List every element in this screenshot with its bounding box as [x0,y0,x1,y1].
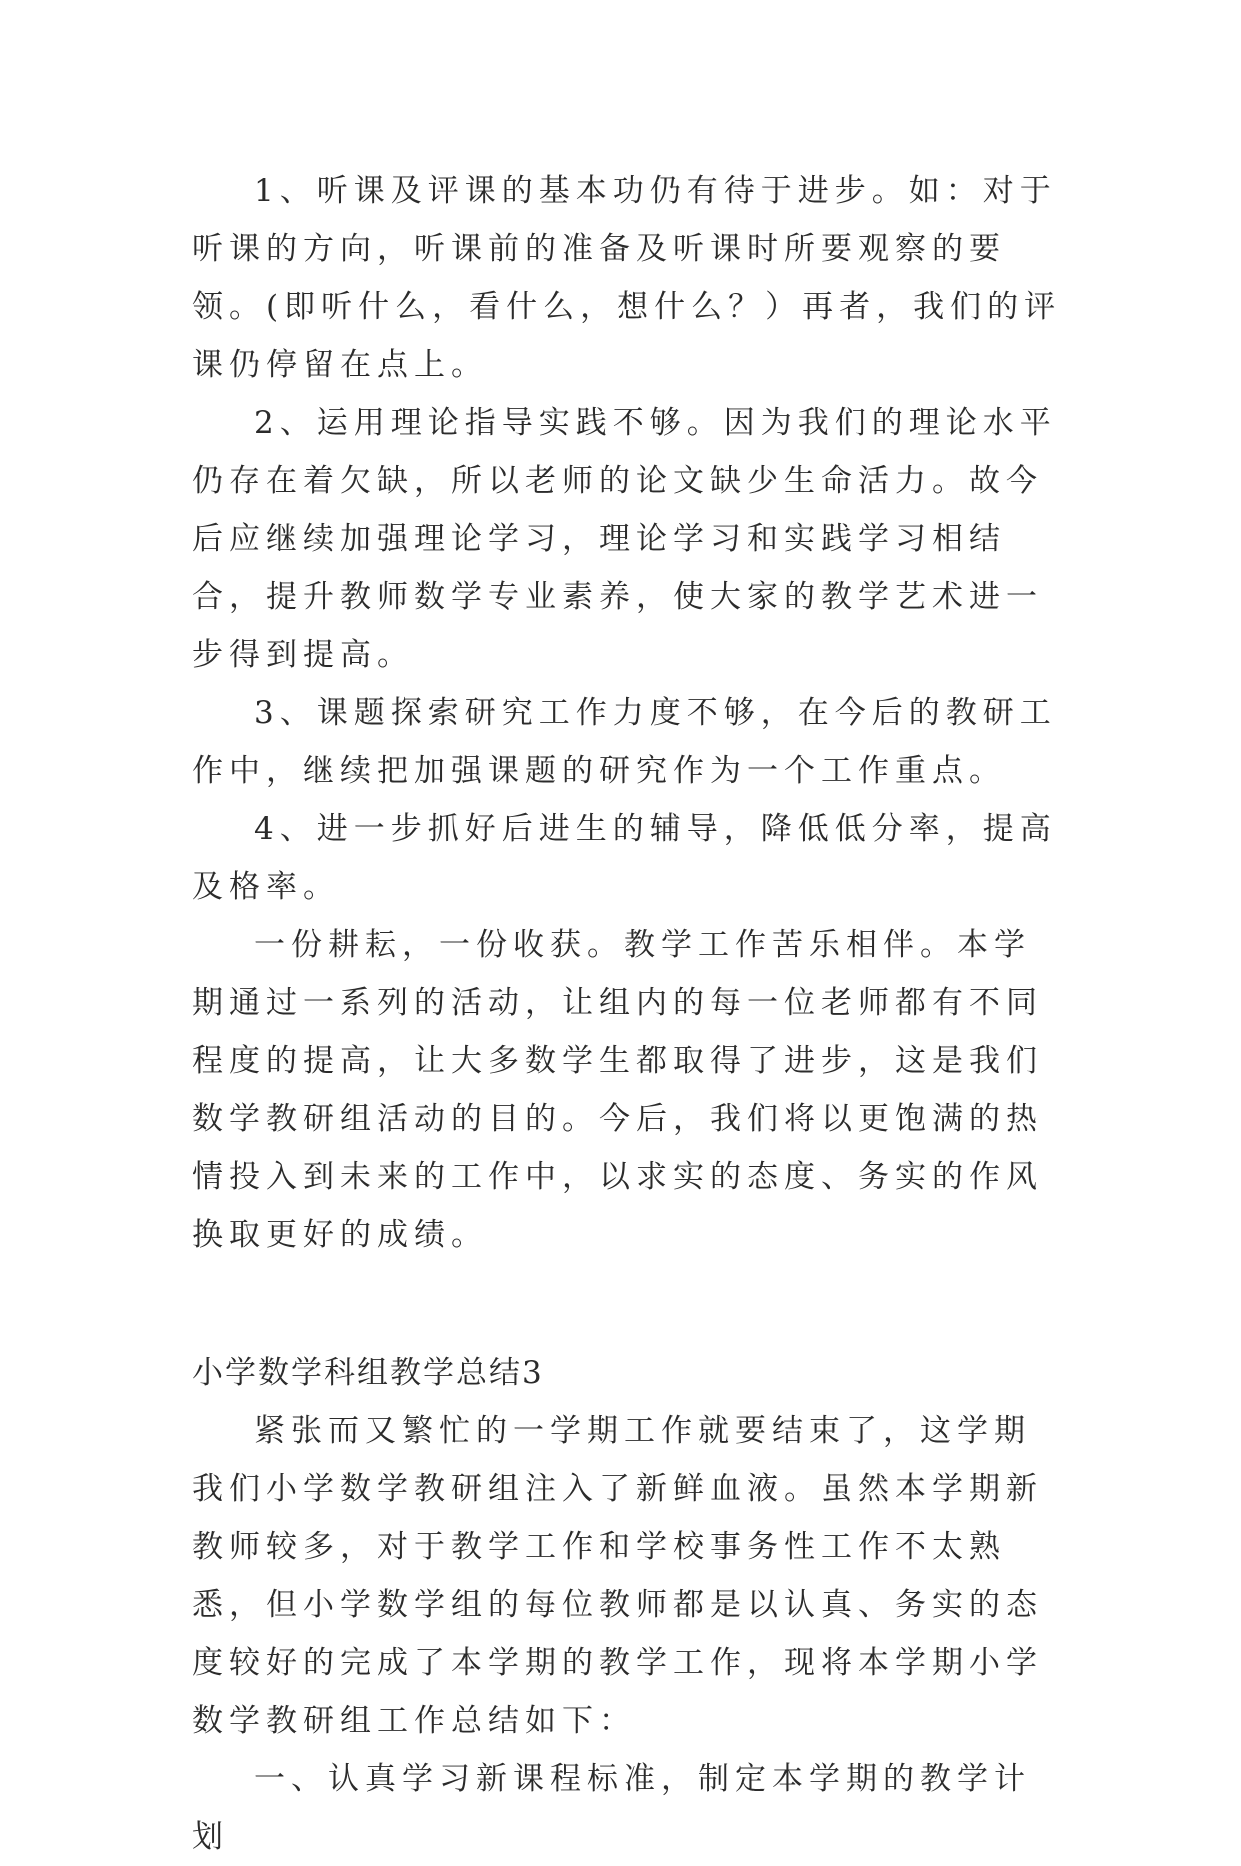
document-body [192,162,1062,1866]
paragraph-3: 3、课题探索研究工作力度不够，在今后的教研工作中，继续把加强课题的研究作为一个工作重点。 [192,695,1057,789]
section-paragraph-1: 紧张而又繁忙的一学期工作就要结束了，这学期我们小学数学教研组注入了新鲜血液。虽然本学期新教师较多，对于教学工作和学校事务性工作不太熟悉，但小学数学组的每位教师都是以认真、务实的态度较好的完成了本学期的教学工作，现将本学期小学数学教研组工作总结如下： [192,1413,1043,1739]
section-title: 小学数学科组教学总结3 [192,1355,544,1391]
section-paragraph-2: 一、认真学习新课程标准，制定本学期的教学计划 [192,1761,1031,1855]
paragraph-2: 2、运用理论指导实践不够。因为我们的理论水平仍存在着欠缺，所以老师的论文缺少生命活力。故今后应继续加强理论学习，理论学习和实践学习相结合，提升教师数学专业素养，使大家的教学艺术进一步得到提高。 [192,405,1057,673]
paragraph-1: 1、听课及评课的基本功仍有待于进步。如：对于听课的方向，听课前的准备及听课时所要观察的要领。(即听什么，看什么，想什么？）再者，我们的评课仍停留在点上。 [192,173,1062,383]
paragraph-5: 一份耕耘，一份收获。教学工作苦乐相伴。本学期通过一系列的活动，让组内的每一位老师都有不同程度的提高，让大多数学生都取得了进步，这是我们数学教研组活动的目的。今后，我们将以更饱满的热情投入到未来的工作中，以求实的态度、务实的作风换取更好的成绩。 [192,927,1043,1253]
paragraph-4: 4、进一步抓好后进生的辅导，降低低分率，提高及格率。 [192,811,1057,905]
